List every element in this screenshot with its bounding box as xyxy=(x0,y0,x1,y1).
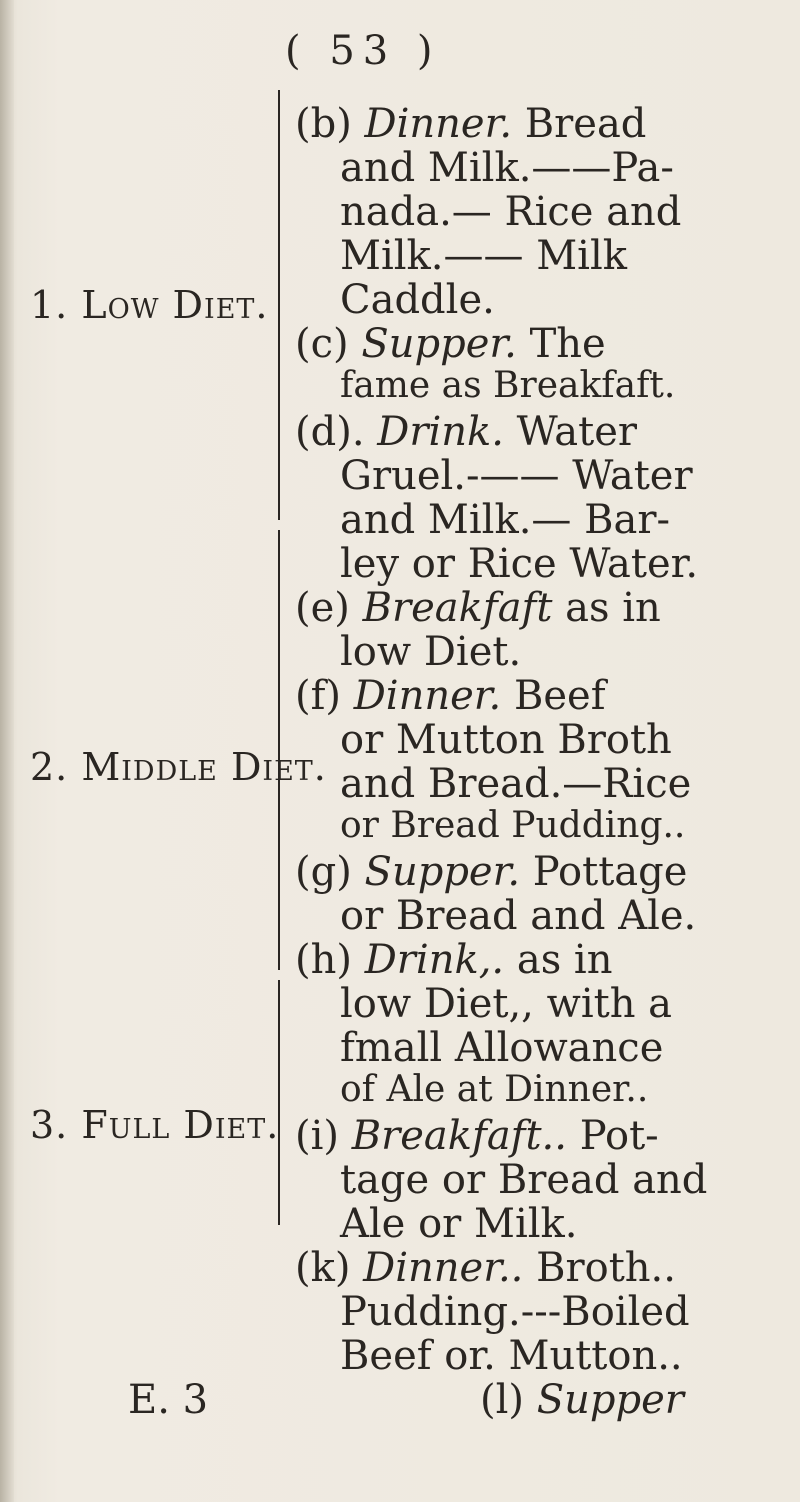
signature-mark: E. 3 xyxy=(128,1377,209,1423)
line-13: low Diet. xyxy=(340,629,522,675)
diet-low: 1. Low Diet. xyxy=(30,283,269,327)
line-9: Gruel.-—— Water xyxy=(340,453,693,499)
line-26: Ale or Milk. xyxy=(340,1201,578,1247)
line-29: Beef or. Mutton.. xyxy=(340,1333,683,1379)
line-8: (d). Drink. Water xyxy=(295,409,638,455)
line-6: (c) Supper. The xyxy=(295,321,606,367)
diet-middle: 2. Middle Diet. xyxy=(30,745,327,789)
line-25: tage or Bread and xyxy=(340,1157,708,1203)
line-27: (k) Dinner.. Broth.. xyxy=(295,1245,676,1291)
line-14: (f) Dinner. Beef xyxy=(295,673,606,719)
diet-full: 3. Full Diet. xyxy=(30,1103,280,1147)
line-2: and Milk.——Pa- xyxy=(340,145,674,191)
line-30: (l) Supper xyxy=(480,1377,684,1423)
line-7: fame as Breakfaft. xyxy=(340,365,676,406)
brace-low-diet xyxy=(278,90,280,520)
page-number: ( 53 ) xyxy=(285,28,441,74)
line-12: (e) Breakfaft as in xyxy=(295,585,661,631)
line-16: and Bread.—Rice xyxy=(340,761,692,807)
line-20: (h) Drink,. as in xyxy=(295,937,613,983)
line-3: nada.— Rice and xyxy=(340,189,682,235)
line-24: (i) Breakfaft.. Pot- xyxy=(295,1113,659,1159)
line-15: or Mutton Broth xyxy=(340,717,672,763)
line-5: Caddle. xyxy=(340,277,495,323)
line-4: Milk.—— Milk xyxy=(340,233,627,279)
page-gutter xyxy=(0,0,14,1502)
line-23: of Ale at Dinner.. xyxy=(340,1069,649,1110)
line-1: (b) Dinner. Bread xyxy=(295,101,647,147)
line-19: or Bread and Ale. xyxy=(340,893,697,939)
line-28: Pudding.---Boiled xyxy=(340,1289,690,1335)
line-11: ley or Rice Water. xyxy=(340,541,699,587)
line-22: fmall Allowance xyxy=(340,1025,664,1071)
line-10: and Milk.— Bar- xyxy=(340,497,671,543)
line-21: low Diet,, with a xyxy=(340,981,673,1027)
line-18: (g) Supper. Pottage xyxy=(295,849,688,895)
line-17: or Bread Pudding.. xyxy=(340,805,686,846)
